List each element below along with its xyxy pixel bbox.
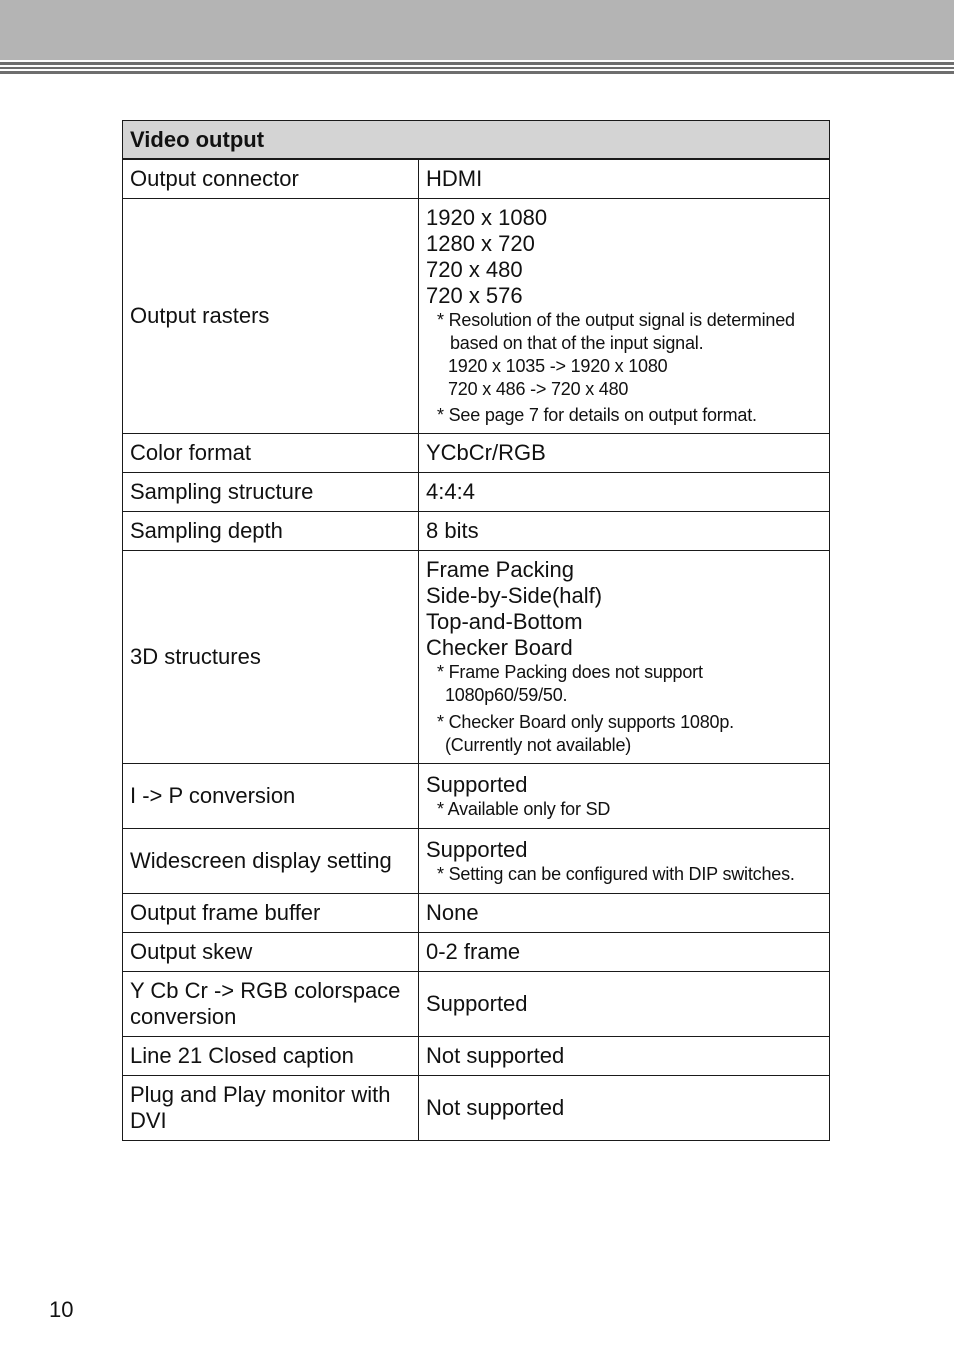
table-row xyxy=(123,933,830,972)
row-value: 4:4:4 xyxy=(419,473,830,512)
label-line: conversion xyxy=(130,1004,237,1029)
table-row xyxy=(123,894,830,933)
table-row xyxy=(123,764,830,829)
row-label: Widescreen display setting xyxy=(123,829,419,894)
table-row xyxy=(123,434,830,473)
row-label: I -> P conversion xyxy=(123,764,419,829)
footnote: based on that of the input signal. xyxy=(450,333,704,353)
footnote: * Resolution of the output signal is determined xyxy=(437,310,795,330)
row-label: 3D structures xyxy=(123,551,419,764)
row-label-cell xyxy=(123,972,419,1037)
table-title: Video output xyxy=(123,121,830,160)
table-header-row xyxy=(123,121,830,160)
row-value-cell xyxy=(419,551,830,764)
value-line: 1920 x 1080 xyxy=(426,205,548,230)
value-line: 720 x 480 xyxy=(426,257,523,282)
row-label: Output frame buffer xyxy=(123,894,419,933)
footnote: * Available only for SD xyxy=(437,798,611,819)
row-value: YCbCr/RGB xyxy=(419,434,830,473)
value-line: Frame Packing xyxy=(426,557,574,582)
footnote: * Setting can be configured with DIP switches. xyxy=(437,863,795,884)
value-line: Supported xyxy=(426,771,528,797)
table-row xyxy=(123,473,830,512)
row-label: Sampling structure xyxy=(123,473,419,512)
row-value-cell xyxy=(419,829,830,894)
table-row xyxy=(123,1037,830,1076)
row-value: None xyxy=(419,894,830,933)
footnote: * See page 7 for details on output format. xyxy=(437,405,757,425)
table-row xyxy=(123,199,830,434)
header-rule xyxy=(0,71,954,74)
row-label: Sampling depth xyxy=(123,512,419,551)
table-row xyxy=(123,512,830,551)
row-value: 8 bits xyxy=(419,512,830,551)
row-value: Not supported xyxy=(419,1037,830,1076)
value-line: Top-and-Bottom xyxy=(426,609,583,634)
row-label: Output rasters xyxy=(123,199,419,434)
table-row xyxy=(123,551,830,764)
footnote: * Frame Packing does not support xyxy=(437,662,703,682)
value-line: Checker Board xyxy=(426,635,573,660)
header-rule xyxy=(0,62,954,65)
row-label: Color format xyxy=(123,434,419,473)
value-line: 1280 x 720 xyxy=(426,231,535,256)
footnote: 1920 x 1035 -> 1920 x 1080 xyxy=(448,356,668,376)
row-value: Supported xyxy=(419,972,830,1037)
video-output-spec-table xyxy=(122,120,830,1141)
table-row xyxy=(123,829,830,894)
footnote: (Currently not available) xyxy=(445,735,632,755)
footnote: * Checker Board only supports 1080p. xyxy=(437,712,734,732)
row-label: Output connector xyxy=(123,159,419,199)
value-line: Supported xyxy=(426,836,528,862)
row-value: HDMI xyxy=(419,159,830,199)
label-line: Plug and Play monitor with xyxy=(130,1082,391,1107)
row-label: Line 21 Closed caption xyxy=(123,1037,419,1076)
table-row xyxy=(123,972,830,1037)
row-value-cell xyxy=(419,764,830,829)
row-value: Not supported xyxy=(419,1076,830,1141)
value-line: Side-by-Side(half) xyxy=(426,583,603,608)
footnote: 720 x 486 -> 720 x 480 xyxy=(448,379,629,399)
row-label-cell xyxy=(123,1076,419,1141)
header-rule xyxy=(0,67,954,69)
header-band xyxy=(0,0,954,60)
label-line: Y Cb Cr -> RGB colorspace xyxy=(130,978,401,1003)
label-line: DVI xyxy=(130,1108,167,1133)
row-label: Output skew xyxy=(123,933,419,972)
table-row xyxy=(123,159,830,199)
table-row xyxy=(123,1076,830,1141)
row-value: 0-2 frame xyxy=(419,933,830,972)
footnote: 1080p60/59/50. xyxy=(445,685,568,705)
row-value-cell xyxy=(419,199,830,434)
value-line: 720 x 576 xyxy=(426,283,523,308)
page-number: 10 xyxy=(49,1297,74,1322)
